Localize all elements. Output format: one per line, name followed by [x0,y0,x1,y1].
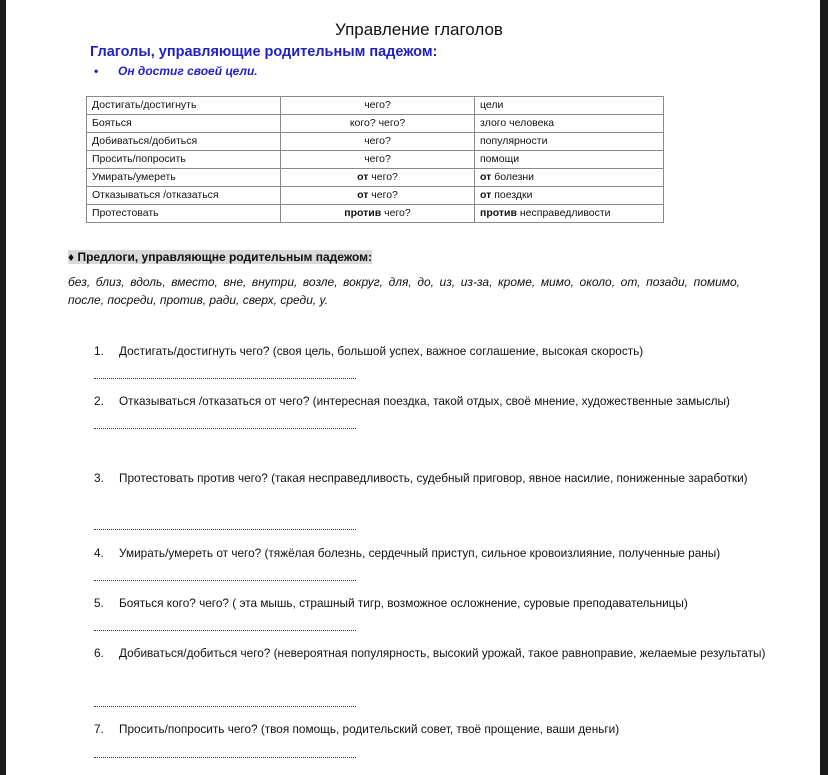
verb-cell: Достигать/достигнуть [87,97,281,115]
exercise-text: Добиваться/добиться чего? (невероятная популярность, высокий урожай, такое равноправие, желаемые результаты) [119,646,766,660]
example-text: Он достиг своей цели. [118,64,258,78]
question-cell: от чего? [281,169,475,187]
exercise-item [94,338,770,364]
answer-cell: злого человека [475,115,664,133]
answer-cell: от болезни [475,169,664,187]
verb-cell: Добиваться/добиться [87,133,281,151]
page-title: Управление глаголов [335,20,503,39]
prepositions-list: без, близ, вдоль, вместо, вне, внутри, возле, вокруг, для, до, из, из-за, кроме, мимо, около, от, позади, помимо, после, посреди, против, ради, сверх, среди, у. [68,275,740,307]
exercise-text: Отказываться /отказаться от чего? (интересная поездка, такой отдых, своё мнение, художественные замыслы) [119,394,730,408]
verb-cell: Отказываться /отказаться [87,187,281,205]
verb-cell: Умирать/умереть [87,169,281,187]
prepositions-heading: Предлоги, управляющне родительным падежом: [77,250,373,264]
table-row [87,115,664,133]
question-cell: чего? [281,133,475,151]
question-cell: от чего? [281,187,475,205]
answer-line[interactable] [94,706,356,707]
verbs-table [86,96,664,223]
diamond-icon: ♦ [68,250,75,264]
exercise-item [94,716,770,742]
exercise-text: Умирать/умереть от чего? (тяжёлая болезнь, сердечный приступ, сильное кровоизлияние, полученные раны) [119,546,721,560]
exercise-item [94,640,770,666]
answer-cell: цели [475,97,664,115]
exercise-item [94,465,770,491]
exercise-number: 3. [94,471,104,485]
answer-line[interactable] [94,580,356,581]
answer-cell: популярности [475,133,664,151]
exercise-number: 7. [94,722,104,736]
table-row [87,97,664,115]
table-row [87,205,664,223]
exercise-item [94,590,770,616]
exercise-text: Просить/попросить чего? (твоя помощь, родительский совет, твоё прощение, ваши деньги) [119,722,620,736]
exercise-number: 6. [94,646,104,660]
exercise-text: Протестовать против чего? (такая несправедливость, судебный приговор, явное насилие, пониженные заработки) [119,471,748,485]
section-heading-verbs: Глаголы, управляющие родительным падежом: [90,44,438,60]
verb-cell: Бояться [87,115,281,133]
answer-line[interactable] [94,378,356,379]
answer-line[interactable] [94,428,356,429]
exercise-item [94,388,770,414]
verb-cell: Протестовать [87,205,281,223]
answer-line[interactable] [94,757,356,758]
bullet: • [94,64,99,78]
answer-cell: от поездки [475,187,664,205]
table-row [87,169,664,187]
example-sentence [94,64,258,78]
exercise-item [94,540,770,566]
exercise-number: 4. [94,546,104,560]
answer-cell: против несправедливости [475,205,664,223]
table-row [87,187,664,205]
verb-cell: Просить/попросить [87,151,281,169]
answer-line[interactable] [94,529,356,530]
question-cell: кого? чего? [281,115,475,133]
answer-line[interactable] [94,630,356,631]
question-cell: чего? [281,97,475,115]
section-heading-prepositions [68,250,372,264]
question-cell: против чего? [281,205,475,223]
exercise-number: 5. [94,596,104,610]
answer-cell: помощи [475,151,664,169]
exercise-number: 2. [94,394,104,408]
question-cell: чего? [281,151,475,169]
exercise-text: Достигать/достигнуть чего? (своя цель, большой успех, важное соглашение, высокая скорость) [119,344,644,358]
exercise-number: 1. [94,344,104,358]
table-row [87,133,664,151]
document-page [6,0,820,775]
exercise-text: Бояться кого? чего? ( эта мышь, страшный тигр, возможное осложнение, суровые преподавательницы) [119,596,688,610]
table-row [87,151,664,169]
